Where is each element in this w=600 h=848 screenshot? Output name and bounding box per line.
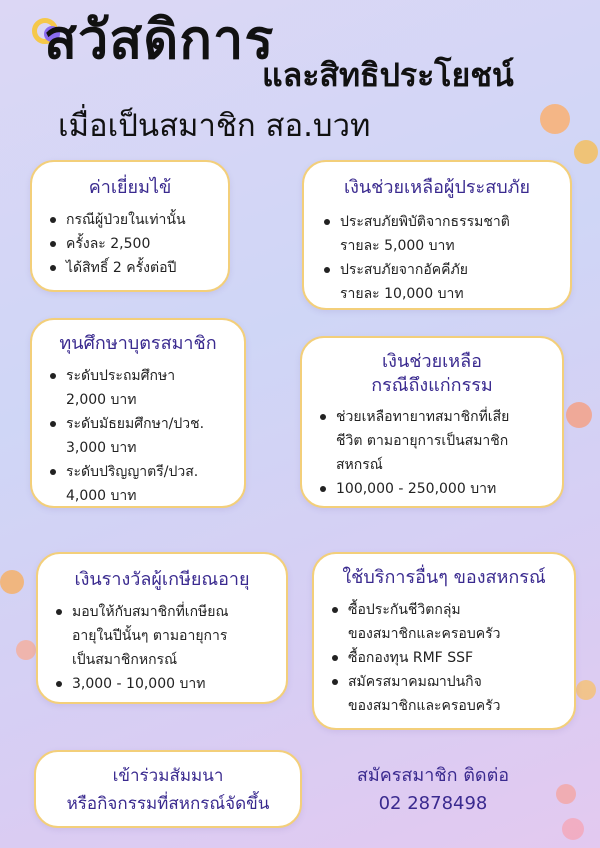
decoration-dot: [576, 680, 596, 700]
list-item-line: ซื้อประกันชีวิตกลุ่ม: [348, 602, 461, 619]
list-item-line: ประสบภัยพิบัติจากธรรมชาติ: [340, 214, 510, 231]
list-item-line: มอบให้กับสมาชิกที่เกษียณ: [72, 604, 229, 621]
list-item-line: ประสบภัยจากอัคคีภัย: [340, 262, 468, 279]
contact-info: [328, 762, 538, 818]
card-title: เงินช่วยเหลือผู้ประสบภัย: [343, 177, 531, 198]
list-item-line: เป็นสมาชิกหกรณ์: [72, 652, 178, 669]
card-disaster-aid: [302, 160, 572, 310]
card-retirement-reward: [36, 552, 288, 704]
list-item: ครั้งละ 2,500: [46, 232, 214, 256]
page-subtitle: และสิทธิประโยชน์: [262, 56, 514, 94]
contact-label: สมัครสมาชิก ติดต่อ: [356, 765, 510, 786]
card-title: ใช้บริการอื่นๆ ของสหกรณ์: [342, 567, 546, 588]
list-item-line: ระดับมัธยมศึกษา/ปวช.: [66, 416, 205, 433]
card-title-line: เงินช่วยเหลือ: [382, 351, 482, 372]
list-item: 100,000 - 250,000 บาท: [316, 477, 548, 501]
list-item-line: ชีวิต ตามอายุการเป็นสมาชิก: [336, 432, 509, 449]
card-other-services: [312, 552, 576, 730]
card-title-line: เข้าร่วมสัมมนา: [112, 766, 224, 786]
decoration-dot: [0, 570, 24, 594]
list-item-line: 4,000 บาท: [66, 488, 137, 505]
list-item-line: ช่วยเหลือทายาทสมาชิกที่เสีย: [336, 408, 510, 425]
list-item-line: อายุในปีนั้นๆ ตามอายุการ: [72, 628, 228, 645]
card-hospital-visit: [30, 160, 230, 292]
decoration-dot: [566, 402, 592, 428]
card-title: [46, 762, 290, 818]
decoration-dot: [574, 140, 598, 164]
list-item: [320, 210, 554, 258]
page-tagline: เมื่อเป็นสมาชิก สอ.บวท: [58, 108, 371, 144]
list-item: [46, 412, 230, 460]
decoration-dot: [16, 640, 36, 660]
card-title: [316, 350, 548, 399]
list-item: [320, 258, 554, 306]
list-item: [46, 364, 230, 412]
list-item-line: ระดับปริญญาตรี/ปวส.: [66, 464, 199, 481]
card-title-line: กรณีถึงแก่กรรม: [371, 375, 493, 397]
list-item-line: ของสมาชิกและครอบครัว: [348, 698, 501, 715]
card-title-line: หรือกิจกรรมที่สหกรณ์จัดขึ้น: [66, 794, 270, 814]
decoration-dot: [556, 784, 576, 804]
list-item: 3,000 - 10,000 บาท: [52, 672, 272, 696]
list-item-line: สมัครสมาคมฌาปนกิจ: [348, 674, 482, 691]
page-title: สวัสดิการ: [44, 8, 275, 71]
card-title: เงินรางวัลผู้เกษียณอายุ: [74, 569, 250, 590]
list-item: [46, 460, 230, 508]
list-item-line: 3,000 บาท: [66, 440, 137, 457]
list-item: [328, 598, 560, 646]
card-scholarship: [30, 318, 246, 508]
decoration-dot: [562, 818, 584, 840]
list-item-line: รายละ 5,000 บาท: [340, 238, 455, 255]
list-item: กรณีผู้ป่วยในเท่านั้น: [46, 208, 214, 232]
list-item: [316, 405, 548, 477]
list-item: [328, 670, 560, 718]
card-seminar: [34, 750, 302, 828]
list-item: [52, 600, 272, 672]
list-item: ซื้อกองทุน RMF SSF: [328, 646, 560, 670]
list-item-line: ของสมาชิกและครอบครัว: [348, 626, 501, 643]
decoration-dot: [540, 104, 570, 134]
contact-phone: 02 2878498: [378, 793, 488, 814]
card-title: ทุนศึกษาบุตรสมาชิก: [59, 333, 217, 354]
card-death-benefit: [300, 336, 564, 508]
list-item-line: รายละ 10,000 บาท: [340, 286, 464, 303]
list-item-line: สหกรณ์: [336, 456, 383, 473]
list-item: ได้สิทธิ์ 2 ครั้งต่อปี: [46, 256, 214, 280]
list-item-line: 2,000 บาท: [66, 392, 137, 409]
card-title: ค่าเยี่ยมไข้: [88, 177, 172, 198]
list-item-line: ระดับประถมศึกษา: [66, 368, 176, 385]
